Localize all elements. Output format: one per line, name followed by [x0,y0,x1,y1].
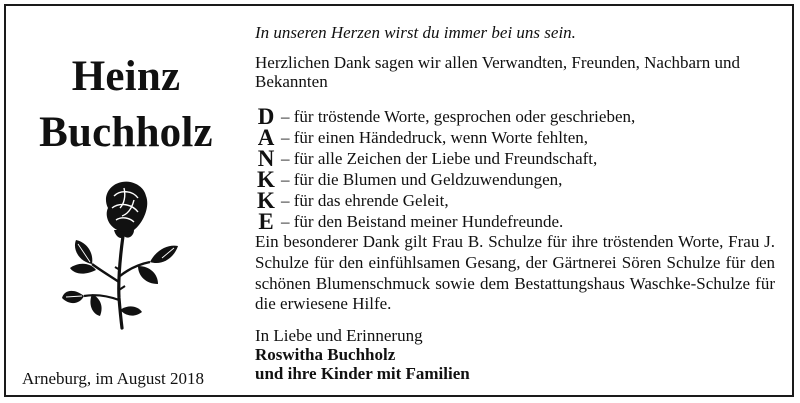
danke-text: – für alle Zeichen der Liebe und Freundschaft, [281,149,598,168]
thanks-intro-line-2: Bekannten [255,72,328,91]
danke-letter: N [257,146,275,171]
special-thanks: Ein besonderer Dank gilt Frau B. Schulze für ihre tröstenden Worte, Frau J. Schulze für den einfühlsamen Gesang, der Gärtnerei Sören Schulze für den schönen Blumenschmuck sowie dem Bestattungshaus Waschke-Schulze für die erwiesene Hilfe. [255,232,775,314]
deceased-last-name: Buchholz [39,109,213,156]
thanks-intro-line-1: Herzlichen Dank sagen wir allen Verwandten, Freunden, Nachbarn und [255,53,740,72]
danke-text: – für die Blumen und Geldzuwendungen, [281,170,563,189]
left-column [6,6,246,397]
danke-text: – für tröstende Worte, gesprochen oder geschrieben, [281,107,636,126]
danke-text: – für einen Händedruck, wenn Worte fehlten, [281,128,589,147]
motto: In unseren Herzen wirst du immer bei uns sein. [255,23,576,42]
rose-icon [62,178,180,330]
signature-line-2: und ihre Kinder mit Familien [255,364,470,383]
danke-letter: A [257,125,275,150]
danke-letter: K [257,167,275,192]
danke-text: – für das ehrende Geleit, [281,191,449,210]
danke-letter: E [258,209,274,234]
closing: In Liebe und Erinnerung [255,326,423,345]
place-date: Arneburg, im August 2018 [22,369,204,388]
signature-line-1: Roswitha Buchholz [255,345,396,364]
danke-letter: D [257,104,275,129]
danke-text: – für den Beistand meiner Hundefreunde. [281,212,564,231]
deceased-first-name: Heinz [71,53,181,100]
danke-letter: K [257,188,275,213]
